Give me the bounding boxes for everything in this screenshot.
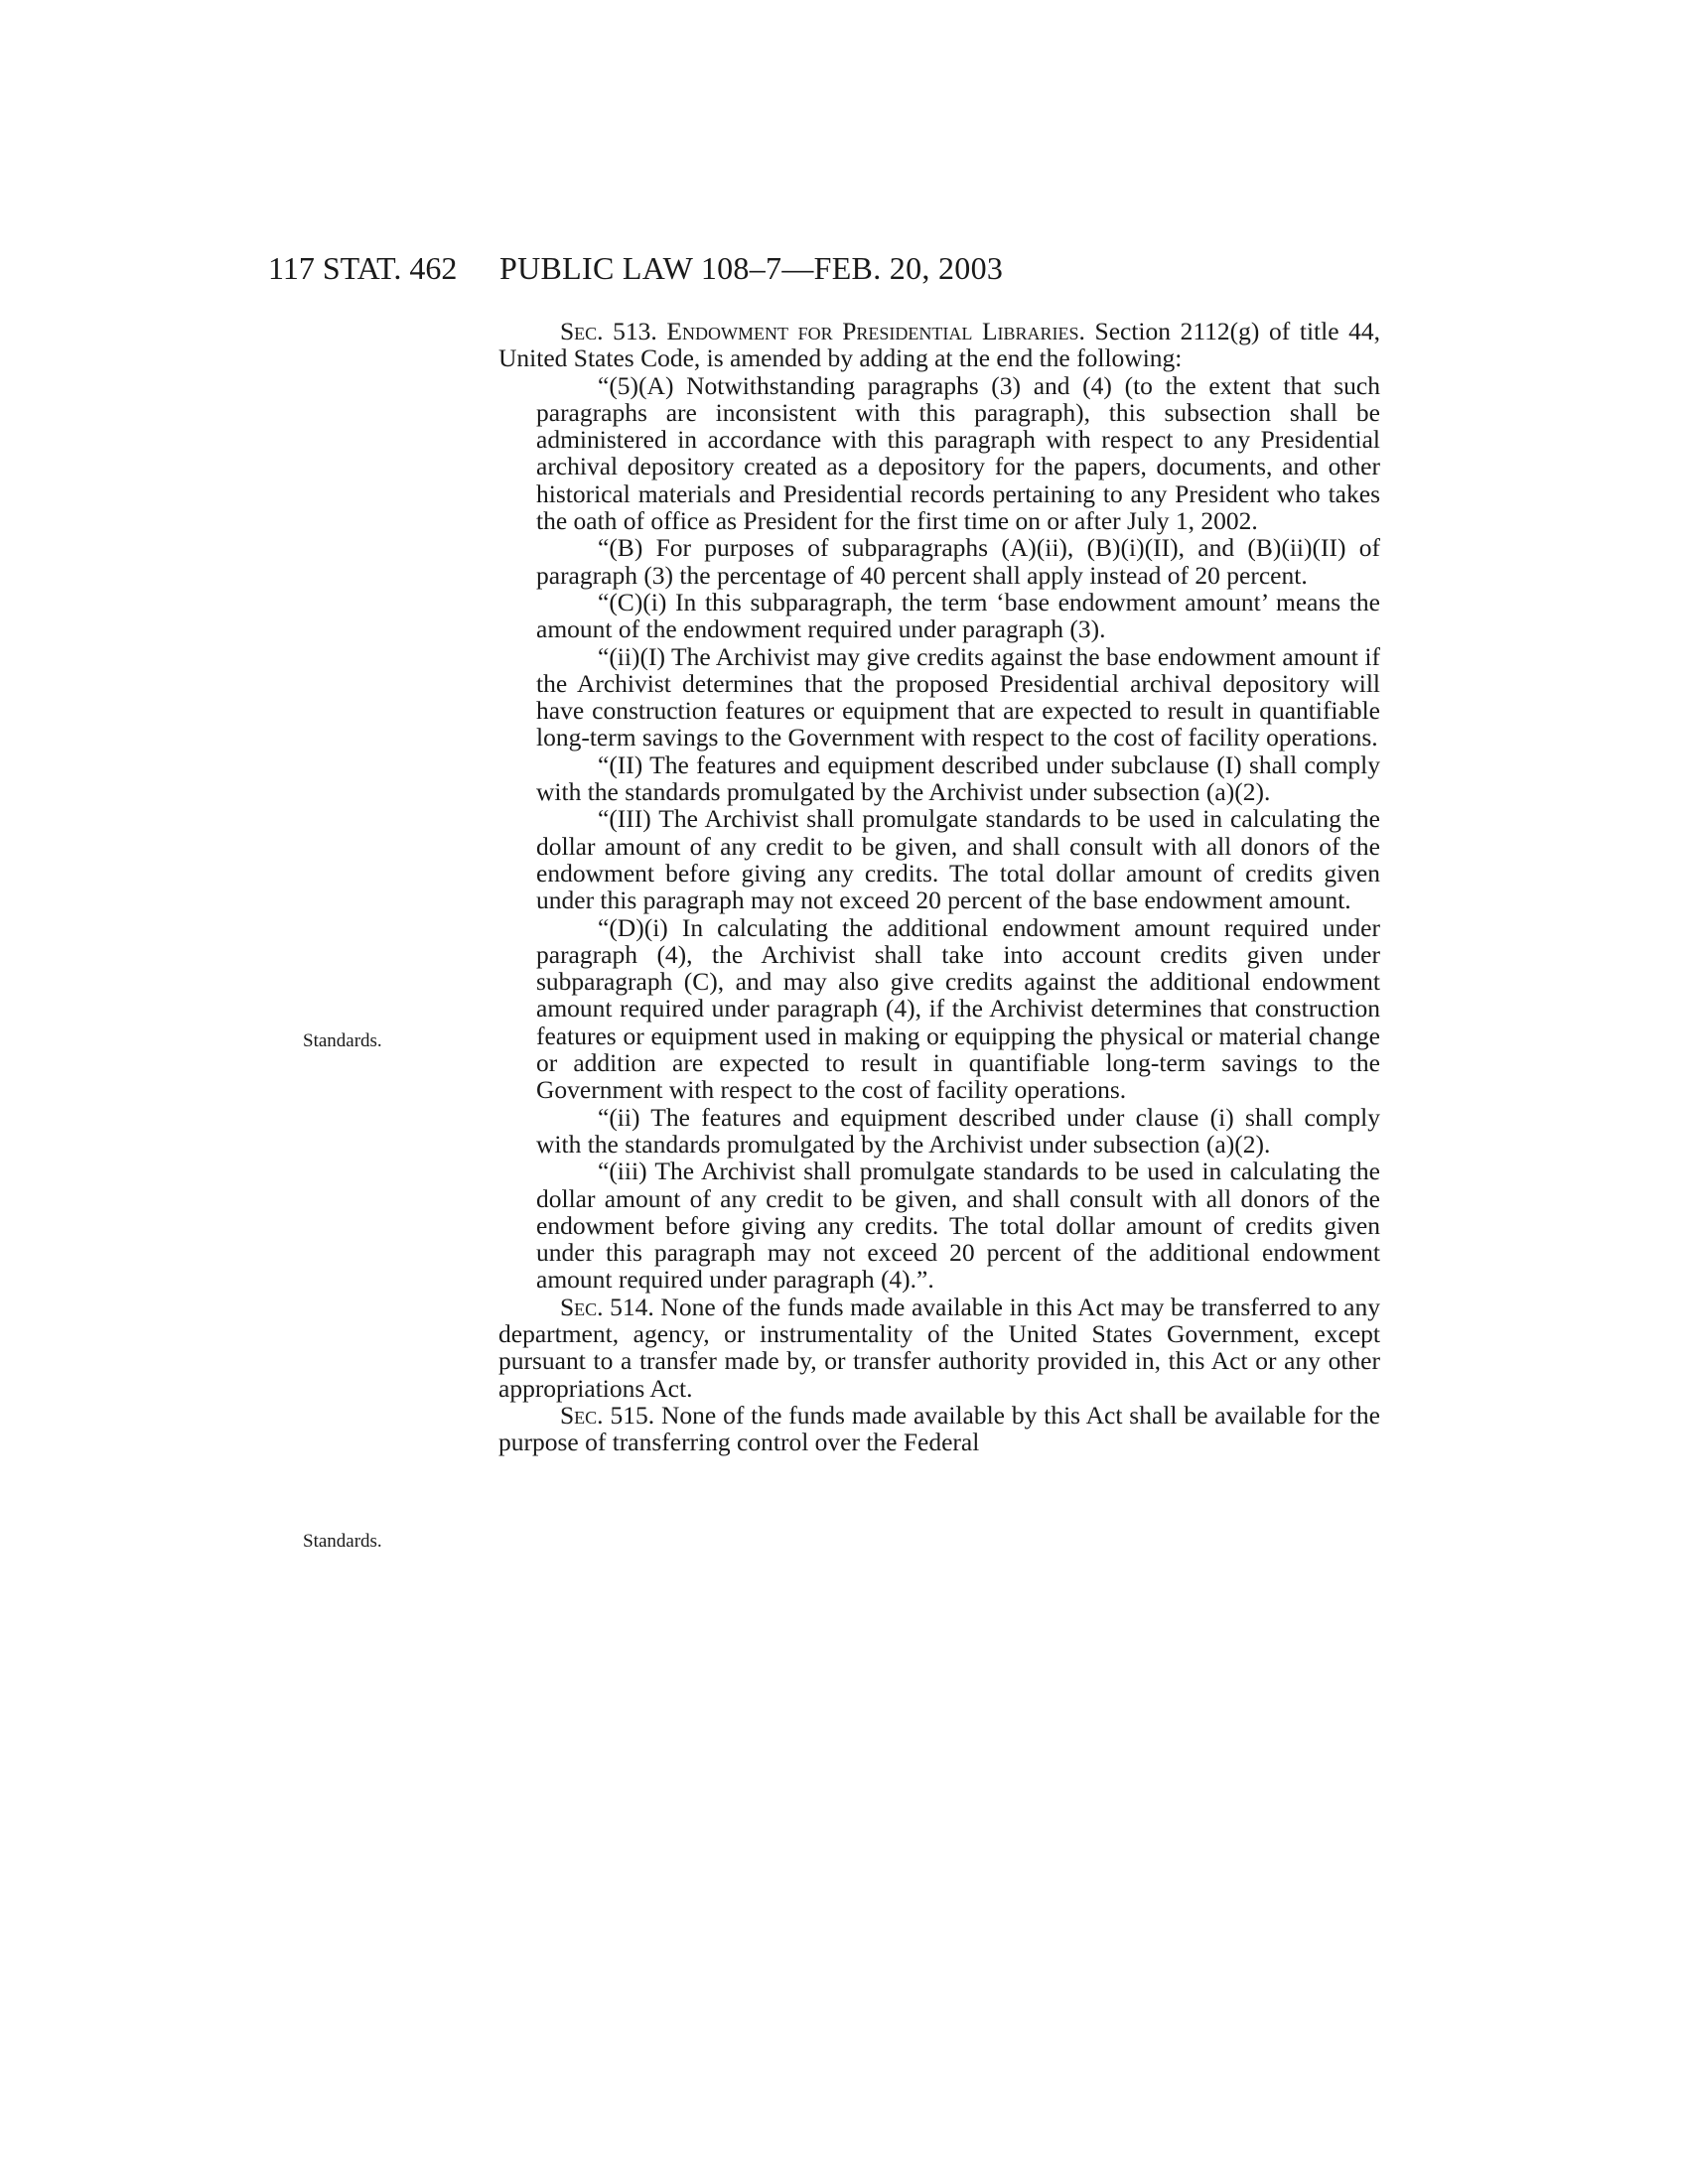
paragraph-5a: “(5)(A) Notwithstanding paragraphs (3) and (4) (to the extent that such paragraphs are inconsistent with this paragraph), this subsection shall be administered in accordance with this paragraph with respect to any Presidential archival depository created as a depository for the papers, documents, and other historical materials and Presidential records pertaining to any President who takes the oath of office as President for the first time on or after July 1, 2002. bbox=[536, 370, 1380, 536]
paragraph-d-ii: “(ii) The features and equipment described under clause (i) shall comply with the standards promulgated by the Archivist under subsection (a)(2). bbox=[536, 1102, 1380, 1159]
running-title: PUBLIC LAW 108–7—FEB. 20, 2003 bbox=[499, 250, 1004, 286]
section-label: Sec. 513. bbox=[560, 317, 657, 345]
section-label: Sec. 514. bbox=[560, 1292, 654, 1321]
paragraph-b: “(B) For purposes of subparagraphs (A)(ii), (B)(i)(II), and (B)(ii)(II) of paragraph (3) the percentage of 40 percent shall apply instead of 20 percent. bbox=[536, 533, 1380, 590]
paragraph-d-i: “(D)(i) In calculating the additional endowment amount required under paragraph (4), the Archivist shall take into account credits given under subparagraph (C), and may also give credits against the additional endowment amount required under paragraph (4), if the Archivist determines that construction features or equipment used in making or equipping the physical or material change or addition are expected to result in quantifiable long-term savings to the Government with respect to the cost of facility operations. bbox=[536, 912, 1380, 1105]
paragraph-c-i: “(C)(i) In this subparagraph, the term ‘base endowment amount’ means the amount of the endowment required under paragraph (3). bbox=[536, 587, 1380, 644]
margin-note-standards: Standards. bbox=[303, 1030, 382, 1051]
paragraph-c-ii-ii: “(II) The features and equipment described under subclause (I) shall comply with the standards promulgated by the Archivist under subsection (a)(2). bbox=[536, 750, 1380, 807]
paragraph-c-ii-iii: “(III) The Archivist shall promulgate standards to be used in calculating the dollar amount of any credit to be given, and shall consult with all donors of the endowment before giving any credits. The total dollar amount of credits given under this paragraph may not exceed 20 percent of the base endowment amount. bbox=[536, 804, 1380, 915]
section-text: None of the funds made available in this Act may be transferred to any department, agency, or instrumentality of the United States Government, except pursuant to a transfer made by, or transfer authority provided in, this Act or any other appropriations Act. bbox=[498, 1292, 1380, 1403]
page-header bbox=[268, 248, 1390, 288]
stat-page-number: 117 STAT. 462 bbox=[268, 250, 458, 286]
section-514 bbox=[498, 1294, 1380, 1402]
document-body bbox=[498, 318, 1380, 1455]
section-label: Sec. 515. bbox=[560, 1400, 655, 1430]
section-text: None of the funds made available by this Act shall be available for the purpose of transferring control over the Federal bbox=[498, 1400, 1380, 1457]
paragraph-d-iii: “(iii) The Archivist shall promulgate standards to be used in calculating the dollar amount of any credit to be given, and shall consult with all donors of the endowment before giving any credits. The total dollar amount of credits given under this paragraph may not exceed 20 percent of the additional endowment amount required under paragraph (4).”. bbox=[536, 1157, 1380, 1295]
section-515 bbox=[498, 1402, 1380, 1456]
paragraph-c-ii-i: “(ii)(I) The Archivist may give credits against the base endowment amount if the Archivist determines that the proposed Presidential archival depository will have construction features or equipment that are expected to result in quantifiable long-term savings to the Government with respect to the cost of facility operations. bbox=[536, 641, 1380, 752]
section-text: Section 2112(g) of title 44, United States Code, is amended by adding at the end the following: bbox=[498, 317, 1380, 373]
section-513 bbox=[498, 318, 1380, 372]
section-heading: Endowment for Presidential Libraries. bbox=[666, 317, 1085, 345]
margin-note-standards: Standards. bbox=[303, 1531, 382, 1552]
